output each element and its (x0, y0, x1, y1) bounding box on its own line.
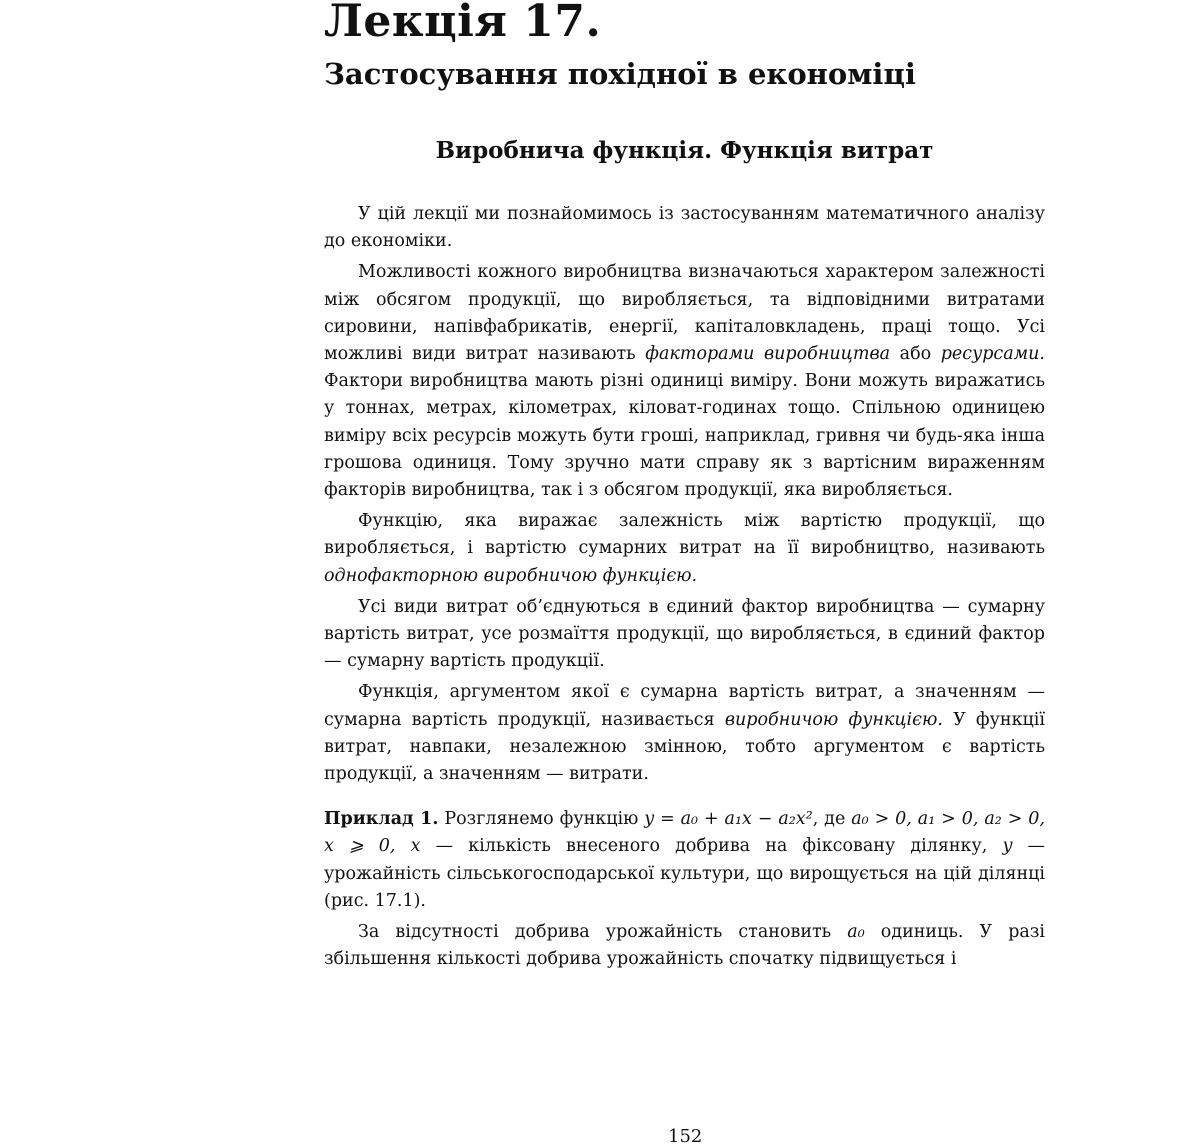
paragraph-text: Функція, аргументом якої є сумарна вартість витрат, а значенням — сумарна вартість продукції, називається (324, 682, 1045, 730)
term-production-factors: факторами виробництва (645, 344, 891, 365)
section-title: Виробнича функція. Функція витрат (435, 137, 934, 164)
paragraph-production-function (324, 679, 1045, 788)
paragraph-text: одиниць. У разі збільшення кількості добрива урожайність спочатку підвищується і (324, 922, 1045, 970)
paragraph-intro (324, 201, 1045, 255)
term-single-factor-function: однофакторною виробничою функцією. (324, 565, 698, 586)
body-text (324, 201, 1045, 973)
term-resources: ресурсами. (940, 344, 1045, 365)
formula: y = a₀ + a₁x − a₂x² (644, 809, 813, 830)
example-label: Приклад 1. (324, 809, 439, 830)
paragraph-text: — кількість внесеного добрива на фіксовану ділянку, (420, 836, 1003, 857)
paragraph-yield (324, 919, 1045, 973)
paragraph-text: У цій лекції ми познайомимось із застосуванням математичного аналізу до економіки. (324, 204, 1045, 252)
paragraph-text: У функції витрат, навпаки, незалежною змінною, тобто аргументом є вартість продукції, а значенням — витрати. (324, 709, 1045, 785)
example-1 (324, 806, 1045, 915)
formula-variable: y (1002, 836, 1013, 857)
paragraph-text: Усі види витрат об’єднуються в єдиний фактор виробництва — сумарну вартість витрат, усе розмаїття продукції, що виробляється, в єдиний фактор — сумарну вартість продукції. (324, 596, 1045, 672)
paragraph-costs (324, 594, 1045, 676)
lecture-subtitle: Застосування похідної в економіці (324, 57, 916, 91)
paragraph-text: За відсутності добрива урожайність становить (358, 922, 848, 943)
paragraph-text: Фактори виробництва мають різні одиниці виміру. Вони можуть виражатись у тоннах, метрах, кілометрах, кіловат-годинах тощо. Спільною одиницею виміру всіх ресурсів можуть бути гроші, наприклад, гривня чи будь-яка інша грошова одиниця. Тому зручно мати справу як з вартісним вираженням факторів виробництва, так і з обсягом продукції, яка виробляється. (324, 371, 1045, 501)
paragraph-text: Можливості кожного виробництва визначаються характером залежності між обсягом продукції, що виробляється, та відповідними витратами сировини, напівфабрикатів, енергії, капіталовкладень, праці тощо. Усі можливі види витрат називають (324, 262, 1045, 365)
paragraph-text: Функцію, яка виражає залежність між вартістю продукції, що виробляється, і вартістю сумарних витрат на її виробництво, називають (324, 511, 1045, 559)
paragraph-text: або (890, 344, 941, 365)
paragraph-text: Розглянемо функцію (438, 809, 645, 830)
paragraph-single-factor (324, 508, 1045, 590)
formula-variable: a₀ (847, 922, 865, 943)
paragraph-production-factors (324, 259, 1045, 504)
document-page (324, 0, 1045, 1147)
page-number: 152 (668, 1126, 703, 1147)
formula-conditions: a₀ > 0, a₁ > 0, a₂ > 0, x ⩾ 0, x (324, 809, 1045, 857)
paragraph-text: — урожайність сільськогосподарської культури, що вирощується на цій ділянці (рис. 17.1). (324, 836, 1045, 911)
paragraph-text: , де (812, 809, 852, 830)
lecture-title: Лекція 17. (324, 0, 602, 47)
term-production-function: виробничою функцією. (724, 709, 943, 730)
